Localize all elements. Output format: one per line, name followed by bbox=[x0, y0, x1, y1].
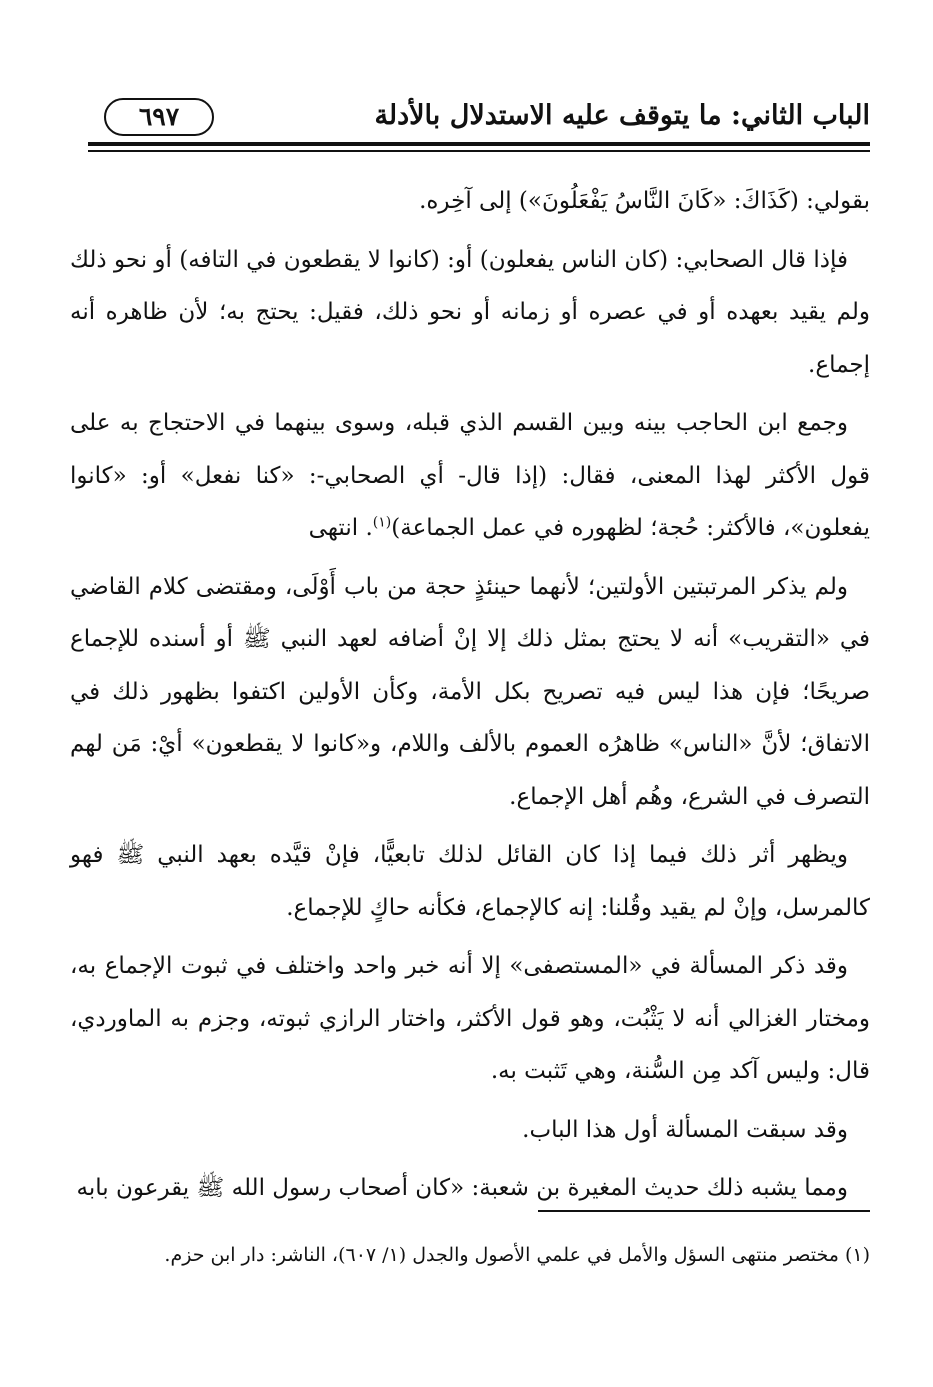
header-rule-thin bbox=[88, 150, 870, 152]
paragraph-2: فإذا قال الصحابي: (كان الناس يفعلون) أو: (كانوا لا يقطعون في التافه) أو نحو ذلك ولم يقيد بعهده أو في عصره أو زمانه أو نحو ذلك، فقيل: يحتج به؛ لأن ظاهره أنه إجماع. bbox=[70, 246, 870, 378]
page-number-badge: ٦٩٧ bbox=[104, 98, 214, 136]
page-header bbox=[70, 96, 870, 144]
footnote-text: (١) مختصر منتهى السؤل والأمل في علمي الأصول والجدل (١/ ٦٠٧)، الناشر: دار ابن حزم. bbox=[164, 1244, 870, 1266]
running-title: الباب الثاني: ما يتوقف عليه الاستدلال بالأدلة bbox=[374, 100, 870, 131]
paragraph-6: وقد ذكر المسألة في «المستصفى» إلا أنه خبر واحد واختلف في ثبوت الإجماع به، ومختار الغزالي أنه لا يَثْبُت، وهو قول الأكثر، واختار الرازي ثبوته، وجزم به الماوردي، قال: وليس آكد مِن السُّنة، وهي تَثبت به. bbox=[70, 953, 870, 1084]
paragraph-3-main: وجمع ابن الحاجب بينه وبين القسم الذي قبله، وسوى بينهما في الاحتجاج به على قول الأكثر لهذا المعنى، فقال: (إذا قال- أي الصحابي-: «كنا نفعل» أو: «كانوا يفعلون»، فالأكثر: حُجة؛ لظهوره في عمل الجماعة) bbox=[70, 410, 870, 541]
header-rule-thick bbox=[88, 142, 870, 146]
footnote-separator bbox=[538, 1210, 870, 1212]
paragraph-5: ويظهر أثر ذلك فيما إذا كان القائل لذلك تابعيًّا، فإنْ قيَّده بعهد النبي ﷺ فهو كالمرسل، وإنْ لم يقيد وقُلنا: إنه كالإجماع، فكأنه حاكٍ للإجماع. bbox=[70, 842, 870, 921]
footnote-reference[interactable]: (١) bbox=[372, 514, 392, 531]
paragraph-3-tail: . انتهى bbox=[308, 515, 373, 541]
paragraph-7: وقد سبقت المسألة أول هذا الباب. bbox=[522, 1116, 848, 1143]
paragraph-4: ولم يذكر المرتبتين الأولتين؛ لأنهما حينئذٍ حجة من باب أَوْلَى، ومقتضى كلام القاضي في «التقريب» أنه لا يحتج بمثل ذلك إلا إنْ أضافه لعهد النبي ﷺ أو أسنده للإجماع صريحًا؛ فإن هذا ليس فيه تصريح بكل الأمة، وكأن الأولين اكتفوا بظهور ذلك في الاتفاق؛ لأنَّ «الناس» ظاهرُه العموم بالألف واللام، و«كانوا لا يقطعون» أيْ: مَن لهم التصرف في الشرع، وهُم أهل الإجماع. bbox=[70, 573, 870, 810]
main-text bbox=[70, 175, 870, 1221]
paragraph-8: ومما يشبه ذلك حديث المغيرة بن شعبة: «كان أصحاب رسول الله ﷺ يقرعون بابه bbox=[76, 1175, 848, 1201]
paragraph-1: بقولي: (كَذَاكَ: «كَانَ النَّاسُ يَفْعَلُونَ») إلى آخِره. bbox=[419, 188, 870, 214]
paragraph-3 bbox=[70, 397, 870, 555]
